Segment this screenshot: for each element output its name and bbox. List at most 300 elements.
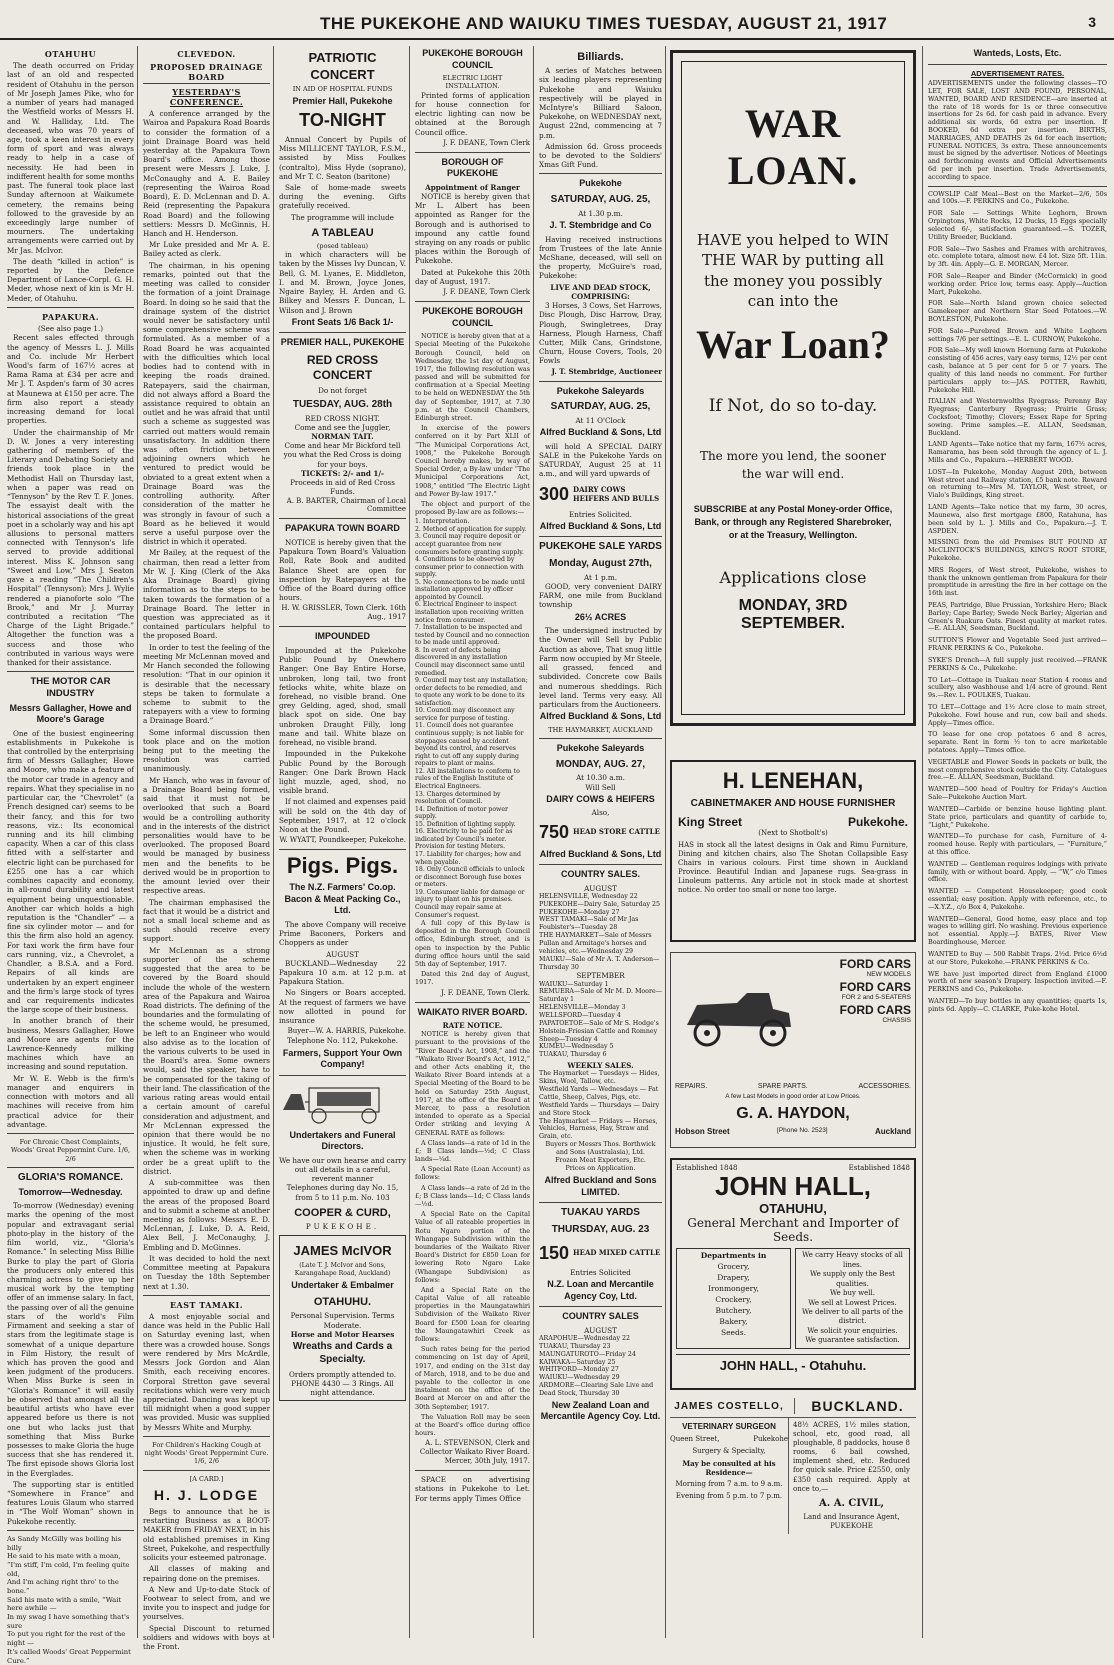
hall-department-item: Bakery,: [719, 1316, 748, 1326]
mcivor-sub: (Late T. J. McIvor and Sons, Karangahape Road, Auckland): [294, 1261, 391, 1277]
billiards-heading: Billiards.: [577, 51, 624, 63]
elec-subheading: ELECTRIC LIGHT INSTALLATION.: [442, 74, 503, 91]
gloria-heading: GLORIA'S ROMANCE.: [17, 1171, 124, 1183]
pyards-time: At 1 p.m.: [583, 572, 618, 582]
drainage-heading: PROPOSED DRAINAGE BOARD: [143, 62, 270, 83]
patriotic-hall: Premier Hall, Pukekohe: [292, 95, 393, 106]
country-sale-item: HELENSVILLE—Monday 3: [539, 1004, 626, 1012]
classified-ad: ITALIAN and Westernwolths Ryegrass; Perenny Bay Ryegrass; Canterbury Ryegrass; Prairie Grass; Cocksfoot; Timothy; Clovers; Essex Rape for Spring sowing. Prime samples.—E. ALLAN, Seedsman, Buckland.: [928, 397, 1107, 437]
waikato-paragraph: NOTICE is hereby given that pursuant to the provisions of the “River Board's Act, 1908,” and the “Waikato River Board's Act, 1912,” and other Acts enabling it, the Waikato River Board intends at a Special Meeting of the Board to be held on Saturday 25th August, 1917, at the office of the Board at Mercer, to pass a resolution intended to operate as a Special Order striking and levying A GENERAL RATE as follows:: [415, 1030, 530, 1137]
peppermint-poem: As Sandy McGilly was boiling his billy He said to his mate with a moan, “I'm stiff, I'm cold, I'm feeling quite old, And I'm aching right thro' to the bone.” Said his mate with a smile, “Wait here awhile — In my swag I have something that's sure To put you right for the rest of the night — It's called Woods' Great Peppermint Cure.”: [7, 1534, 131, 1665]
country-sale-item: WHITFORD—Monday 27: [539, 1366, 619, 1374]
impounded-signature: W. WYATT, Poundkeeper, Pukekohe.: [279, 836, 406, 845]
cooper-name: COOPER & CURD,: [294, 1206, 391, 1219]
hall-point-item: We solicit your enquiries.: [807, 1326, 898, 1335]
ford-services: [675, 1083, 911, 1090]
divider: [539, 738, 662, 739]
costello-surgery: Surgery & Specialty,: [692, 1447, 766, 1456]
divider: [7, 1133, 134, 1134]
classified-ad: COWSLIP Calf Meal—Best on the Market—2/6, 50s and 100s.—F. PERKINS and Co., Pukekohe.: [928, 189, 1107, 206]
motor-paragraph: Mr W. E. Webb is the firm's manager and enquirers in connection with motors and all machines will receive from him practical advice for their advantage.: [7, 1073, 134, 1129]
classified-ad: FOR Sale — Settings White Leghorn, Brown Orpingtons, White Rocks, 12 Ducks, 15 Eggs specially selected 6/-, satisfaction guaranteed.—S. TOZER, Utility Breeder, Buckland.: [928, 209, 1107, 241]
pyards-acres: 26½ ACRES: [574, 611, 627, 622]
townboard-paragraph: NOTICE is hereby given that the Papakura Town Board's Valuation Roll, Rate Book and audited Balance Sheet are open for inspection by Ratepayers at the Office of the Board during office hours.: [279, 537, 406, 603]
lenehan-street: King Street: [678, 814, 743, 829]
patriotic-paragraph: Sale of home-made sweets during the evening. Gifts gratefully received.: [279, 182, 406, 211]
costello-name: JAMES COSTELLO,: [674, 1400, 784, 1412]
papakura-paragraph: Under the chairmanship of Mr D. W. Jones a very interesting gathering of members of the Literary and Debating Society and friends took place in the Methodist Hall on Thursday last, when a paper was read on “Tennyson” by the Rev T. F. Jones. The essayist dealt with the historical associations of the great poet in a scholarly way and his apt allusions to personal matters connected with Tennyson's life served to provide additional interest. Miss K. Johnson sang “Sweet and Low,” Mrs J. Seaton gave a reading “The Children's Hospital” (Tennyson); Mrs J. Wylie rendered a pianoforte solo “The Brook,” and Mr J. Murray contributed a recitation “The Charge of the Light Brigade.” Altogether the function was a success and those who contributed in various ways were thanked for their assistance.: [7, 427, 134, 668]
classified-ad: WANTED — Competent Housekeeper; good cook essential; easy position. Apply with reference, etc., to—X.Y.Z., c/o Box 4, Pukekohe.: [928, 887, 1107, 911]
lenehan-next: (Next to Shotbolt's): [758, 828, 828, 837]
classified-ad: VEGETABLE and Flower Seeds in packets or bulk, the most comprehensive stock outside the City. Catalogues free.—E. ALLAN, Seedsman, Buckland.: [928, 757, 1107, 782]
elec-signature: J. F. DEANE, Town Clerk: [443, 138, 530, 147]
lodge-paragraph: Begs to announce that he is restarting Business as a BOOT-MAKER from FRIDAY NEXT, in his old established premises in King Street, Pukekohe, and respectfully solicits your esteemed patronage.: [143, 1506, 270, 1563]
civil-sub: Land and Insurance Agent, PUKEKOHE: [803, 1512, 900, 1530]
gloria-paragraph: The supporting star is entitled “Somewhere in France” and features Louis Glaum who starred in “The Wolf Woman” shown in Pukekohe recently.: [7, 1479, 134, 1526]
divider: [539, 381, 662, 382]
elec-heading: PUKEKOHE BOROUGH COUNCIL: [422, 48, 523, 70]
hall-est-left: Established 1848: [676, 1164, 738, 1172]
csales-month: AUGUST: [584, 1325, 617, 1335]
tuakau-cattle: HEAD MIXED CATTLE: [573, 1247, 661, 1257]
country-sale-item: TUAKAU, Thursday 23: [539, 1342, 611, 1350]
hall-depts-heading: Departments in: [700, 1251, 767, 1261]
classified-ad: FOR Sale—North Island grown choice selected Gamekeeper and Northern Star Seed Potatoes.—W. BOYLESTON, Pukekohe.: [928, 299, 1107, 324]
pyards-buckland: Alfred Buckland & Sons, Ltd: [539, 711, 662, 722]
divider: [143, 1470, 270, 1471]
ford-service: REPAIRS.: [675, 1083, 708, 1090]
divider: [539, 1306, 662, 1307]
costello-header-row: [670, 1398, 916, 1418]
divider: [279, 626, 406, 627]
saleyards-paragraph: will hold A SPECIAL DAIRY SALE in the Pukekohe Yards on SATURDAY, August 25 at 11 a.m., and will yard upwards of: [539, 441, 662, 479]
waikato-signature: A. L. STEVENSON, Clerk and Collector Waikato River Board. Mercer, 30th July, 1917.: [419, 1439, 530, 1466]
costello-morning: Morning from 7 a.m. to 9 a.m.: [675, 1480, 783, 1489]
gloria-paragraph: To-morrow (Wednesday) evening marks the opening of the most popular and extravagant serial photo-play in the history of the film world, viz., “Gloria's Romance.” In selecting Miss Billie Burke to play the part of Gloria the producers only entered this charming actress to give up her musical work by the tempting offer of an immense salary. In fact, the passing over of all the genuine stars of the world's Film Firmament and seeking a star of stars from the legitimate stage is somewhat of a unique departure in Film History, the result of which has proven the good and keen judgment of the producers. When Miss Burke is seen in “Gloria's Romance” it will easily be observed that amongst all the beautiful artists who have ever appeared before us there is not one but who lacks just that something that Miss Burke possesses to make Gloria the huge success that she has rendered it. The first episode shows Gloria lost in the Everglades.: [7, 1201, 134, 1478]
impounded-paragraph: Impounded in the Pukekohe Public Pound by the Borough Ranger: One Dark Brown Hack light muzzle, aged, shod, no visible brand.: [279, 749, 406, 796]
hall-town: OTAHUHU,: [759, 1200, 827, 1216]
stembridge-paragraph: Having received instructions from Trustees of the late Annie McShane, deceased, will sell on the property, McGuire's road, Pukekohe:: [539, 234, 662, 281]
farmers-phone: Telephone No. 112, Pukekohe.: [286, 1036, 399, 1046]
mcivor-wreaths: Wreaths and Cards a Specialty.: [292, 1340, 393, 1365]
billiards-paragraph: A series of Matches between six leading players representing Pukekohe and Waiuku respectively will be played in McIntyre's Billiard Saloon, Pukekohe, on WEDNESDAY next, August 22nd, commencing at 7 p.m.: [539, 66, 662, 140]
impounded-paragraph: If not claimed and expenses paid will be sold on the 4th day of September, 1917, at 12 o'clock Noon at the Pound.: [279, 797, 406, 835]
buyers: Buyers or Messrs Thos. Borthwick and Sons (Australasia), Ltd.: [545, 1141, 656, 1157]
otahuhu-paragraph: The death “killed in action” is reported by the Defence Department of Lance-Corpl. G. H. Meder, whose next of kin is Mr H. Meder, of Otahuhu.: [7, 256, 134, 303]
lodge-paragraph: Special Discount to returned soldiers and widows with boys at the Front.: [143, 1623, 270, 1652]
redcross-signature: A. B. BARTER, Chairman of Local Committee: [286, 496, 406, 514]
frozen: Frozen Meat Exporters, Etc.: [555, 1157, 646, 1165]
country-sale-item: KUMEU—Wednesday 5: [539, 1043, 614, 1051]
drainage-paragraph: It was decided to hold the next Committee meeting at Papakura on Tuesday the 18th September next at 1.30.: [143, 1253, 270, 1291]
country-heading: COUNTRY SALES.: [560, 869, 640, 880]
townboard-signature: H. W. GRISSLER, Town Clerk. 16th Aug., 1917: [281, 604, 406, 622]
drainage-paragraph: Mr McLennan as a strong supporter of the scheme suggested that the area to be covered by the Board should include the whole of the western area of the Papakura and Wairoa Road districts. The defining of the boundaries and the formulating of the scheme would, he presumed, be left to an Engineer who would also advise as to the location of the various culverts to be used in the Board's area. Some owners would, said the speaker, have to be compensated for the taking of their land. The classification of the various rating areas would entail a certain amount of careful consideration and adjustment, and Mr McLennan expressed the opinion that there would be no injustice. It would, he felt sure, when the scheme was in working order be a great uplift to the district.: [143, 945, 270, 1176]
divider: [928, 64, 1107, 65]
bylaw-item: 16. Electricity to be paid for as indicated by Council's meter. Provision for testing Meters.: [415, 828, 513, 851]
pyards-paragraph: The undersigned instructed by the Owner will Sell by Public Auction as above, That snug little Farm now occupied by Mr Steele, all grassed, fenced and subdivided. Concrete cow Bails and numerous sheddings. Rich level land. Terms very easy. All particulars from the Auctioneers.: [539, 626, 662, 709]
country-sale-item: MAUNGATUROTO—Friday 24: [539, 1350, 636, 1358]
redcross-tickets: TICKETS: 2/- and 1/-: [301, 468, 384, 478]
tuakau-heading: TUAKAU YARDS: [561, 1207, 640, 1219]
hall-name: JOHN HALL,: [715, 1171, 871, 1201]
ford-dealer-name: G. A. HAYDON,: [736, 1105, 850, 1122]
country-month: AUGUST: [584, 883, 617, 893]
country-sale-item: KAIWAKA—Saturday 25: [539, 1358, 616, 1366]
bylaw-item: 18. Only Council officials to unlock or disconnect Borough fuse boxes or meters.: [415, 866, 525, 889]
ford-line: FORD CARS: [839, 980, 911, 994]
farmers-support: Farmers, Support Your Own Company!: [282, 1047, 403, 1070]
stembridge-live: LIVE AND DEAD STOCK, COMPRISING:: [550, 282, 651, 301]
waikato-paragraph: Such rates being for the period commencing on 1st day of April, 1917, and ending on the 31st day of March, 1918, and to be due and payable to the collector in one instalment on the office of the Board at Mercer on and after the 30th September, 1917.: [415, 1345, 530, 1411]
mcivor-ad: [279, 1235, 406, 1401]
ford-service: SPARE PARTS.: [757, 1083, 808, 1090]
waikato-paragraph: A Special Rate on the Capital Value of all rateable properties in Rotu Ngaro portion of the Whangape Subdivision within the boundaries of the Waikato River Board's District for £850 Loan for lowering Roto Ngaro Lake (Whangape Subdivision) as follows:: [415, 1210, 530, 1284]
tuakau-date: THURSDAY, AUG. 23: [551, 1224, 650, 1236]
council-paragraph: Dated this 2nd day of August, 1917.: [415, 970, 530, 987]
farmers-paragraph: The above Company will receive Prime Baconers, Porkers and Choppers as under: [279, 919, 406, 948]
redcross-hall: PREMIER HALL, PUKEKOHE: [280, 337, 405, 348]
hall-point-item: We sell at Lowest Prices.: [808, 1298, 897, 1307]
column-3: [276, 46, 410, 1638]
classified-ad: TO Let—Cottage in Tuakau near Station 4 rooms and scullery, also washhouse and 1/4 acre of ground. Rent 9s.—Rev. L. FOULKES, Tuakau.: [928, 675, 1107, 700]
hall-department-item: Grocery,: [717, 1262, 750, 1272]
drainage-subheading: YESTERDAY'S CONFERENCE.: [169, 86, 244, 107]
drainage-paragraph: The chairman emphasised the fact that it would be a district and not a small local scheme and as such should receive every support.: [143, 897, 270, 944]
redcross-paragraph: Proceeds in aid of Red Cross Funds.: [290, 478, 395, 497]
patriotic-aid: IN AID OF HOSPITAL FUNDS: [292, 85, 393, 94]
divider: [143, 1295, 270, 1296]
classified-ad: FOR Sale—Reaper and Binder (McCormick) in good working order. Price low, terms easy. Apply—Auction Mart, Pukekohe.: [928, 271, 1107, 296]
gloria-subheading: Tomorrow—Wednesday.: [18, 1186, 123, 1197]
stembridge-paragraph: 3 Horses, 3 Cows, Set Harrows, Disc Plough, Disc Harrow, Dray, Plough, Swingletrees, Dray Harness, Plough Harness, Chaff Cutter, Milk Cans, Grindstone, Churn, House Covers, Tools, 20 Fowls: [539, 301, 662, 366]
war-loan-ad: [670, 50, 916, 726]
waikato-heading: WAIKATO RIVER BOARD.: [417, 1006, 528, 1017]
hall-point-item: We supply only the Best qualities.: [810, 1270, 895, 1288]
costello-body-row: [670, 1418, 916, 1534]
patriotic-seats: Front Seats 1/6 Back 1/-: [291, 316, 394, 327]
ranger-signature: J. F. DEANE, Town Clerk: [443, 288, 530, 297]
pyards-haymarket: THE HAYMARKET, AUCKLAND: [548, 725, 653, 734]
mon-heading: Pukekohe Saleyards: [556, 743, 645, 754]
impounded-paragraph: Impounded at the Pukekohe Public Pound by Onewhero Ranger: One Bay Entire Horse, unbroken, long tail, two front fetlocks white, white blaze on forehead, no visible brand. One grey Gelding, aged, shod, small black spot on side. One bay unbroken Draught Filly, long mane and tail. White blaze on forehead, no visible brand.: [279, 645, 406, 748]
csales-list: [539, 1335, 662, 1398]
weekly-sale-item: The Haymarket — Tuesdays — Hides, Skins, Wool, Tallow, etc.: [539, 1070, 660, 1086]
rates-body: ADVERTISEMENTS under the following classes—TO LET, FOR SALE, LOST AND FOUND, PERSONAL, WANTED, BOARD AND RESIDENCE—are inserted at the rate of 18 words for 1s or three consecutive insertions for 2s 6d. for cash paid in advance. Every additional six words, 6d extra per insertion. If BOOKED, 6d extra per insertion. BIRTHS, MARRIAGES, AND DEATHS 2s 6d for each insertion; FUNERAL NOTICES, 3s extra. These announcements must be signed by the advertiser. Notices of Meetings and forthcoming events and Official Advertisements 6d per inch per insertion. Trade Advertisements, according to space.: [928, 79, 1107, 181]
lenehan-town: Pukekohe.: [847, 814, 908, 829]
classified-ad: MRS Rogers, of West street, Pukekohe, wishes to thank the unknown gentleman from Papakura for their promptitude in arresting the fire in her cottage on the 16th inst.: [928, 565, 1107, 598]
mcivor-name: JAMES McIVOR: [293, 1243, 392, 1259]
weekly-heading: WEEKLY SALES.: [567, 1061, 634, 1071]
saleyards-signature: Alfred Buckland & Sons, Ltd: [539, 520, 662, 531]
divider: [539, 536, 662, 537]
hall-points: [795, 1248, 910, 1348]
townboard-heading: PAPAKURA TOWN BOARD: [285, 523, 400, 534]
mon-count-row: [539, 818, 662, 847]
saleyards-count-row: [539, 480, 662, 509]
drainage-paragraph: Mr Bailey, at the request of the chairman, then read a letter from Mr W. J. King (Clerk of the Aka Aka Drainage Board) giving information as to the steps to be taken towards the formation of a Drainage Board. The letter in question was appreciated as it contained particulars helpful to the proposed Board.: [143, 548, 270, 641]
otahuhu-paragraph: The death occurred on Friday last of an old and respected resident of Otahuhu in the person of Mr Joseph James Pike, who for a number of years had managed the Westfield works of Messrs H. and W. Halliday, Ltd. The deceased, who was 70 years of age, took a keen interest in every form of sport and was always ready to help in a case of necessity. He had been in indifferent health for some months past. The funeral took place last Sunday afternoon at Waikumete cemetery, the remains being followed to the graveside by an exceedingly large number of mourners. The undertaking arrangements were carried out by Mr Jas. McIvor.: [7, 61, 135, 255]
hearse-illustration-icon: [279, 1080, 405, 1126]
cough-ad: For Chronic Chest Complaints, Woods' Great Peppermint Cure. 1/6, 2/6: [10, 1138, 131, 1163]
council-paragraph: NOTICE is hereby given that at a Special Meeting of the Pukekohe Borough Council, held on Wednesday, the 1st day of August, 1917, the following resolution was passed and will be submitted for confirmation at a Special Meeting to be held on WEDNESDAY the 5th day of September, 1917, at 7.30 p.m. at the Council Chambers, Edinburgh street.: [415, 332, 530, 422]
cooper-town: PUKEKOHE.: [305, 1221, 380, 1231]
war-loan-frame: [681, 61, 905, 715]
csales-heading: COUNTRY SALES: [562, 1311, 639, 1322]
waikato-paragraph: And a Special Rate on the Capital Value of all rateable properties in the Maungatawhiri Subdivision of the Waikato River Board for £500 Loan for clearing the Maungatawhiri Creek as follows:: [415, 1285, 530, 1343]
farmers-heading: The N.Z. Farmers' Co.op. Bacon & Meat Packing Co., Ltd.: [284, 882, 401, 916]
redcross-heading: RED CROSS CONCERT: [306, 352, 379, 383]
motor-heading: THE MOTOR CAR INDUSTRY: [30, 676, 111, 700]
hall-trade: General Merchant and Importer of Seeds.: [687, 1215, 899, 1244]
wanteds-heading: Wanteds, Losts, Etc.: [973, 48, 1062, 58]
costello-town: Pukekohe: [753, 1435, 788, 1443]
column-4: [412, 46, 534, 1638]
war-loan-date: MONDAY, 3RD SEPTEMBER.: [738, 596, 848, 632]
tuakau-count-row: [539, 1239, 662, 1268]
bylaw-item: 2. Method of application for supply.: [415, 525, 527, 533]
drainage-paragraph: The chairman, in his opening remarks, pointed out that the meeting was called to consider the formation of a joint Drainage Board. In doing so he said that the drainage system of the district would never be satisfactory until some comprehensive scheme was formulated. As a member of a Road Board he was acquainted with the difficulties which local bodies had to contend with in keeping the roads drained. Ratepayers, said the chairman, did not always afford a Board the assistance required to obtain an outlet and he was afraid that until such a scheme as suggested was carried out matters would remain unsatisfactory. In addition there was often friction between adjoining owners which he ventured to predict would be obviated to a great extent when a Drainage Board was the controlling authority. After consideration of the matter he was strongly in favour of such a Board as he believed it would serve a useful purpose over the district in which it operated.: [143, 260, 270, 547]
farmers-paragraph: No Singers or Boars accepted. At the request of farmers we have now allotted in pound for insurance: [279, 988, 406, 1026]
drainage-paragraph: Some informal discussion then took place and on the motion being put to the meeting the resolution was carried unanimously.: [143, 727, 270, 774]
tamaki-heading: EAST TAMAKI.: [169, 1299, 244, 1310]
otahuhu-heading: OTAHUHU: [44, 49, 97, 59]
tableau-heading: A TABLEAU: [311, 226, 374, 239]
costello-street: Queen Street,: [670, 1435, 720, 1443]
tamaki-cough-ad: For Children's Hacking Cough at night Woods' Great Peppermint Cure. 1/6, 2/6: [144, 1440, 269, 1466]
country-sale-item: MAUKU—Sale of Mr A. T. Anderson—Thursday 30: [539, 955, 660, 971]
redcross-paragraph: Come and hear Mr Bickford tell you what the Red Cross is doing for your boys.: [283, 441, 402, 469]
bylaw-item: 13. Charges determined by resolution of Council.: [415, 790, 501, 806]
lenehan-ad: [670, 760, 916, 942]
mon-buckland: Alfred Buckland & Sons, Ltd: [539, 848, 662, 859]
ranger-heading: BOROUGH OF PUKEKOHE: [441, 156, 504, 179]
tamaki-paragraph: A most enjoyable social and dance was held in the Public Hall on Saturday evening last, when there was a crowded house. Songs were rendered by Mrs McArdle, Messrs Jock Gordon and Alan Smith, each receiving encores. Corporal Stretton gave several recitations which were very much appreciated. Dancing was kept up till midnight when a good supper was provided. Music was supplied by Messrs White and Murphy.: [143, 1311, 270, 1432]
country-sale-item: WELLSFORD—Tuesday 4: [539, 1012, 621, 1020]
divider: [279, 1075, 406, 1076]
saleyards-date: SATURDAY, AUG. 25,: [550, 401, 651, 413]
lenehan-address: [678, 815, 908, 829]
column-1: [4, 46, 138, 1665]
ford-town: Auckland: [874, 1127, 911, 1136]
divider: [539, 173, 662, 174]
country-sale-item: ARAPOHUE—Wednesday 22: [539, 1334, 631, 1342]
lodge-name: H. J. LODGE: [153, 1487, 260, 1504]
ford-line: FORD CARS: [839, 957, 911, 971]
weekly-sales-list: [539, 1070, 662, 1141]
lenehan-trade: CABINETMAKER AND HOUSE FURNISHER: [690, 798, 896, 809]
classified-ad: LOST—In Pukekohe, Monday August 20th, between West street and Railway station, £5 bank note. Reward on returning to—Mrs M. TAYLOR, West street, or Vialo's Buildings, King street.: [928, 467, 1107, 500]
divider: [7, 1167, 134, 1168]
clevedon-heading: CLEVEDON.: [177, 49, 236, 59]
costello-consult: May be consulted at his Residence—: [682, 1459, 776, 1478]
bylaw-item: 7. Installation to be inspected and tested by Council and no connection to be made until approved.: [415, 624, 530, 647]
war-loan-applications: Applications close: [719, 567, 867, 587]
bylaw-item: 3. Council may require deposit or accept guarantee from new consumers before granting supply.: [415, 533, 524, 556]
newspaper-title: THE PUKEKOHE AND WAIUKU TIMES TUESDAY, AUGUST 21, 1917: [320, 14, 888, 33]
war-loan-question: War Loan?: [696, 322, 890, 367]
war-loan-lead: HAVE you helped to WIN THE WAR by putting all the money you possibly can into the: [696, 231, 890, 310]
ford-street: Hobson Street: [675, 1127, 730, 1136]
stembridge-name: J. T. Stembridge and Co: [549, 220, 652, 231]
country-sale-item: WAIUKU—Saturday 1: [539, 980, 609, 988]
buckland-body: 48½ ACRES, 1½ miles station, school, etc, good road, all ploughable, 8 paddocks, house 8 rooms, 6 bail cowshed, implement shed, etc. Reduced for quick sale. Price £2550, only £350 cash required. Apply at once to,—: [793, 1421, 910, 1493]
motor-subheading: Messrs Gallagher, Howe and Moore's Garage: [9, 702, 132, 725]
classified-ad: WANTED to Buy — 500 Rabbit Traps. 2½d. Price 6½d at our Store, Pukekohe.—FRANK PERKINS & Co.: [928, 949, 1107, 966]
country-sale-item: WEST TAMAKI—Sale of Mr Jas Foubister's—Tuesday 28: [539, 916, 639, 932]
civil-name: A. A. CIVIL,: [818, 1497, 885, 1509]
classified-ad: WANTED—500 head of Poultry for Friday's Auction Sale—Pukekohe Auction Mart.: [928, 785, 1107, 802]
ford-address: [675, 1127, 911, 1136]
costello-evening: Evening from 5 p.m. to 7 p.m.: [675, 1492, 783, 1501]
card-label: [A CARD.]: [189, 1474, 224, 1483]
classified-ad: LAND Agents—Take notice that my farm, 30 acres, Maunewa, also first mortgage £800, Ratahuna, has been sold by L. J. Mills and Co., Papakura.—J. T. ASPDEN.: [928, 503, 1107, 535]
nzloan: N.Z. Loan and Mercantile Agency Coy, Ltd.: [547, 1279, 654, 1301]
hall-department-item: Ironmongery,: [708, 1284, 759, 1293]
mon-will: Will Sell: [585, 782, 616, 792]
country-sale-item: PUKEKOHE—Dairy Sale, Saturday 25: [539, 900, 661, 908]
patriotic-heading: PATRIOTIC CONCERT: [308, 50, 377, 82]
saleyards-heading: Pukekohe Saleyards: [556, 385, 645, 396]
ford-car-icon: [677, 983, 797, 1053]
divider: [279, 518, 406, 519]
page-number: 3: [1088, 14, 1096, 30]
divider: [539, 864, 662, 865]
pyards-date: Monday, August 27th,: [549, 558, 652, 570]
impounded-heading: IMPOUNDED: [314, 631, 370, 642]
hall-department-item: Butchery,: [715, 1305, 752, 1315]
council-bylaw-list: [415, 518, 530, 919]
costello-vet: VETERINARY SURGEON: [682, 1422, 776, 1431]
pigs-heading: Pigs. Pigs.: [286, 853, 399, 879]
weekly-sale-item: Westfield Yards — Thursdays — Dairy and Store Stock: [539, 1101, 660, 1117]
limited: Alfred Buckland and Sons LIMITED.: [544, 1175, 657, 1197]
stembridge-time: At 1.30 p.m.: [578, 208, 623, 218]
classified-ad: TO lease for one crop potatoes 6 and 8 acres, separate. Rent in form ½ ton to acre marketable potatoes. Apply—Times office.: [928, 730, 1107, 755]
classified-ad: WANTED—To buy bottles in any quantities; quarts 1s, pints 6d. Apply—C. CLARKE, Puke-kohe Hotel.: [928, 996, 1107, 1013]
stembridge-town: Pukekohe: [579, 178, 622, 189]
tuakau-count: 150: [539, 1242, 570, 1263]
divider: [415, 1002, 530, 1003]
hall-columns: [676, 1248, 910, 1348]
classified-ad: SUTTON'S Flower and Vegetable Seed just arrived—FRANK PERKINS & Co., Pukekohe.: [928, 636, 1107, 653]
bylaw-item: 15. Definition of lighting supply.: [415, 820, 516, 828]
bylaw-item: 4. Conditions to be observed by consumer prior to connection with supply.: [415, 556, 524, 579]
saleyards-time: At 11 O'Clock: [575, 415, 626, 425]
bylaw-item: 10. Council may disconnect any service for purpose of testing.: [415, 707, 515, 722]
mcivor-phone: PHONE 4430 — 3 Rings. All night attendance.: [291, 1378, 394, 1397]
classified-ads-list: [928, 191, 1107, 1014]
motor-paragraph: In another branch of their business, Messrs Gallagher, Howe and Moore are agents for the Lawrence-Kennedy milking machines which have an increasing and sound reputation.: [7, 1016, 134, 1072]
lenehan-name: H. LENEHAN,: [722, 768, 864, 793]
redcross-forget: Do not forget: [318, 385, 367, 395]
country-sale-item: REMUERA—Sale of Mr M. D. Moore—Saturday 1: [539, 988, 663, 1004]
undertakers-heading: Undertakers and Funeral Directors.: [289, 1129, 396, 1152]
bylaw-item: 6. Electrical Engineer to inspect installation upon receiving written notice from consumer.: [415, 601, 524, 624]
divider: [415, 1470, 530, 1471]
hall-department-item: Crockery,: [715, 1294, 752, 1304]
farmers-paragraph: BUCKLAND—Wednesday 22 Papakura 10 a.m. at 12 p.m. at Papakura Station.: [279, 958, 406, 987]
ford-line-sub: NEW MODELS: [866, 971, 911, 978]
papakura-paragraph: Recent sales effected through the agency of Messrs L. J. Mills and Co. include Mr Herbert Wood's farm of 167½ acres at Rama Rama at £34 per acre and Mr J. T. Aspden's farm of 30 acres at Maunewa at £150 per acre. The firm also report a steady increasing demand for local properties.: [7, 333, 134, 426]
costello-column: [670, 1418, 788, 1534]
ranger-paragraph: NOTICE is hereby given that Mr L. Albert has been appointed as Ranger for the Borough and is authorised to impound any cattle found straying on any roads or public places within the Borough of Pukekohe.: [415, 191, 530, 266]
ford-line-sub: FOR 2 and 5-SEATERS: [841, 994, 911, 1001]
country-sale-item: THE HAYMARKET—Sale of Messrs Pullan and Armitage's horses and vehicles, etc.—Wednesday 29: [539, 932, 652, 955]
saleyards-cows: DAIRY COWS HEIFERS AND BULLS: [573, 485, 660, 503]
classified-ad: WANTED — Gentleman requires lodgings with private family, with or without board. Apply, — “W,” c/o Times office.: [928, 859, 1107, 884]
war-loan-if-not: If Not, do so to-day.: [708, 396, 878, 416]
country-sale-item: PUKEKOHE—Monday 27: [539, 908, 620, 916]
hall-point-item: We carry Heavy stocks of all lines.: [802, 1251, 903, 1269]
pyards-good: GOOD, very convenient DAIRY FARM, one mile from Buckland township: [539, 582, 662, 610]
ranger-subheading: Appointment of Ranger: [425, 182, 520, 192]
costello-address: [670, 1435, 788, 1444]
waikato-paragraph: A Special Rate (Loan Account) as follows:: [415, 1165, 530, 1182]
csales-signature: New Zealand Loan and Mercantile Agency Coy. Ltd.: [540, 1399, 661, 1422]
buckland-column: [788, 1418, 910, 1534]
patriotic-paragraph: The programme will include: [291, 212, 394, 222]
waikato-subheading: RATE NOTICE.: [442, 1021, 503, 1031]
country-sales-list: [539, 893, 662, 972]
costello-buckland-ads: [670, 1398, 916, 1638]
waikato-paragraph: A Class lands—a rate of 2d in the £; B Class lands—1d; C Class lands—½d.: [415, 1183, 530, 1208]
tableau-note: (posed tableau): [316, 241, 369, 250]
mon-store: HEAD STORE CATTLE: [573, 826, 660, 836]
country-sale-item: ARDMORE—Clearing Sale Live and Dead Stock, Thursday 30: [539, 1382, 654, 1397]
patriotic-paragraph: Annual Concert by Pupils of Miss MILLICENT TAYLOR, F.S.M., assisted by Miss Foulkes (contralto), Miss Hyde (soprano), and Mr T. C. Seaton (baritone): [279, 134, 406, 181]
john-hall-ad: [670, 1158, 916, 1390]
mon-date: MONDAY, AUG. 27,: [555, 758, 646, 770]
masthead: [0, 0, 1114, 40]
war-loan-title: WAR LOAN.: [727, 101, 859, 193]
classified-ad: SYKE'S Drench—A full supply just received.—FRANK PERKINS & Co., Pukekohe.: [928, 655, 1107, 672]
hall-department-item: Seeds.: [720, 1327, 747, 1337]
divider: [415, 301, 530, 302]
buckland-name: Alfred Buckland & Sons, Ltd: [539, 427, 662, 438]
ranger-paragraph: Dated at Pukekohe this 20th day of August, 1917.: [415, 267, 530, 286]
mon-dairy: DAIRY COWS & HEIFERS: [546, 793, 655, 804]
farmers-month: AUGUST: [326, 949, 359, 959]
divider: [539, 1202, 662, 1203]
redcross-juggler: NORMAN TAIT.: [311, 431, 374, 441]
stembridge-signature: J. T. Stembridge, Auctioneer: [551, 366, 662, 376]
mon-count: 750: [539, 821, 570, 842]
divider: [7, 307, 134, 308]
divider: [928, 186, 1107, 187]
classified-ad: WANTED—General, Good home, easy place and top wages to willing girl. No washing. Previous experience not essential. Apply.—J. BATES, River View Boardinghouse, Mercer.: [928, 914, 1107, 947]
divider: [143, 1436, 270, 1437]
redcross-paragraph: Come and see the Juggler,: [294, 422, 391, 432]
hall-depts-list: [679, 1262, 788, 1338]
classified-ad: FOR Sale—Two Sashes and Frames with architraves, etc. complete totara, almost new. £4 lot. Size 5ft. 11in. by 3ft. 4in. Apply—G. E. MORGAN, Mercer.: [928, 244, 1107, 269]
classified-ad: TO LET—Cottage and 1½ Acre close to main street, Pukekohe. Fowl house and run, cow bail and sheds. Apply—Times office.: [928, 702, 1107, 727]
country-sale-item: HELENSVILLE, Wednesday 22: [539, 892, 638, 900]
classified-ad: LAND Agents—Take notice that my farm, 167½ acres, Ramarama, has been sold through the agency of L. J. Mills and Co., Papakura.—HERBERT WOOD.: [928, 440, 1107, 465]
council-signature: J. F. DEANE, Town Clerk.: [440, 988, 530, 997]
lenehan-body: HAS in stock all the latest designs in Oak and Rimu Furniture, Dining and kitchen chairs, also The Shotan Collapsible Easy Chairs in various colours. First time shown in Auckland Province. Beautiful Indian and Japanese rugs. Sea-grass in Linoleum patterns. Any article not in stock made at shortest notice. No order too small or none too large.: [678, 840, 908, 894]
classified-ad: WANTED—Carbide or benzine house lighting plant. State price, particulars and quantity of carbide to, “Light,” Pukekohe.: [928, 804, 1107, 829]
waikato-paragraph: The Valuation Roll may be seen at the Board's office during office hours.: [415, 1412, 530, 1438]
drainage-paragraph: Mr Luke presided and Mr A. E. Bailey acted as clerk.: [143, 240, 270, 259]
column-2: [140, 46, 274, 1652]
hall-point-item: We deliver to all parts of the district.: [801, 1308, 903, 1326]
waikato-paragraph: A Class lands—a rate of 1d in the £; B Class lands—½d; C Class lands—¼d.: [415, 1138, 530, 1164]
drainage-paragraph: In order to test the feeling of the meeting Mr McLennan moved and Mr Hanch seconded the following resolution: “That in our opinion it is desirable that the necessary steps be taken to formulate a scheme to submit to the ratepayers with a view to forming a Drainage Board.”: [143, 642, 270, 726]
mon-time: At 10.30 a.m.: [576, 773, 625, 783]
redcross-night: RED CROSS NIGHT.: [305, 413, 380, 423]
classified-ad: WANTED—To purchase for cash, Furniture of 4-roomed house. Reply with particulars, — “Furniture,” at this office.: [928, 832, 1107, 856]
